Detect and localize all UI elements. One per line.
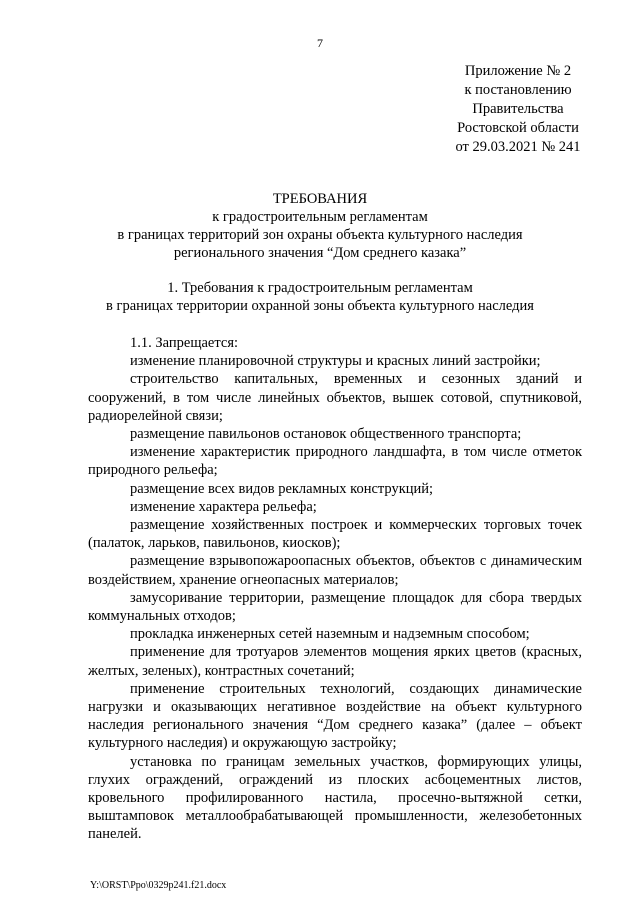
clause-item: установка по границам земельных участков, формирующих улицы, глухих ограждений, ограждений из плоских асбоцементных листов, кровельного профилированного настила, просечно-вытяжной сетки, выштамповок металлообрабатывающей промышленности, железобетонных панелей. — [88, 753, 582, 843]
clause-item: замусоривание территории, размещение площадок для сбора твердых коммунальных отходов; — [88, 589, 582, 625]
title-line: в границах территорий зон охраны объекта культурного наследия — [117, 227, 523, 243]
clause-item: применение строительных технологий, создающих динамические нагрузки и оказывающих негативное воздействие на объект культурного наследия регионального значения “Дом среднего казака” (далее – объект культурного наследия) и окружающую застройку; — [88, 680, 582, 752]
appendix-line: к постановлению — [464, 82, 572, 98]
clause-item: изменение планировочной структуры и красных линий застройки; — [130, 353, 541, 370]
clause-item: изменение характера рельефа; — [130, 498, 317, 515]
clause-item: размещение павильонов остановок общественного транспорта; — [130, 426, 522, 443]
file-path-footer: Y:\ORST\Ppo\0329p241.f21.docx — [90, 880, 227, 891]
appendix-line: Правительства — [472, 101, 564, 117]
appendix-line: от 29.03.2021 № 241 — [455, 139, 581, 155]
clause-item: размещение взрывопожароопасных объектов, объектов с динамическим воздействием, хранение огнеопасных материалов; — [88, 553, 582, 588]
clause-lead: 1.1. Запрещается: — [130, 335, 239, 351]
section-line: в границах территории охранной зоны объекта культурного наследия — [106, 298, 534, 314]
title-line: регионального значения “Дом среднего казака” — [173, 245, 467, 261]
body-text — [88, 334, 582, 844]
clause-item: изменение характеристик природного ландшафта, в том числе отметок природного рельефа; — [88, 444, 582, 479]
document-title — [0, 190, 640, 262]
clause-item: применение для тротуаров элементов мощения ярких цветов (красных, желтых, зеленых), контрастных сочетаний; — [88, 644, 582, 679]
page-number: 7 — [317, 36, 323, 50]
appendix-block — [448, 62, 588, 157]
section-heading — [0, 279, 640, 315]
clause-item: прокладка инженерных сетей наземным и надземным способом; — [130, 626, 530, 643]
clause-item: размещение хозяйственных построек и коммерческих торговых точек (палаток, ларьков, павильонов, киосков); — [88, 517, 582, 552]
appendix-line: Приложение № 2 — [464, 63, 572, 79]
clause-item: размещение всех видов рекламных конструкций; — [130, 480, 434, 497]
section-line: 1. Требования к градостроительным регламентам — [167, 280, 473, 296]
title-heading: ТРЕБОВАНИЯ — [272, 191, 368, 207]
appendix-line: Ростовской области — [457, 120, 579, 136]
clause-item: строительство капитальных, временных и сезонных зданий и сооружений, в том числе линейных объектов, вышек сотовой, спутниковой, радиорелейной связи; — [88, 371, 582, 424]
title-line: к градостроительным регламентам — [212, 209, 428, 225]
